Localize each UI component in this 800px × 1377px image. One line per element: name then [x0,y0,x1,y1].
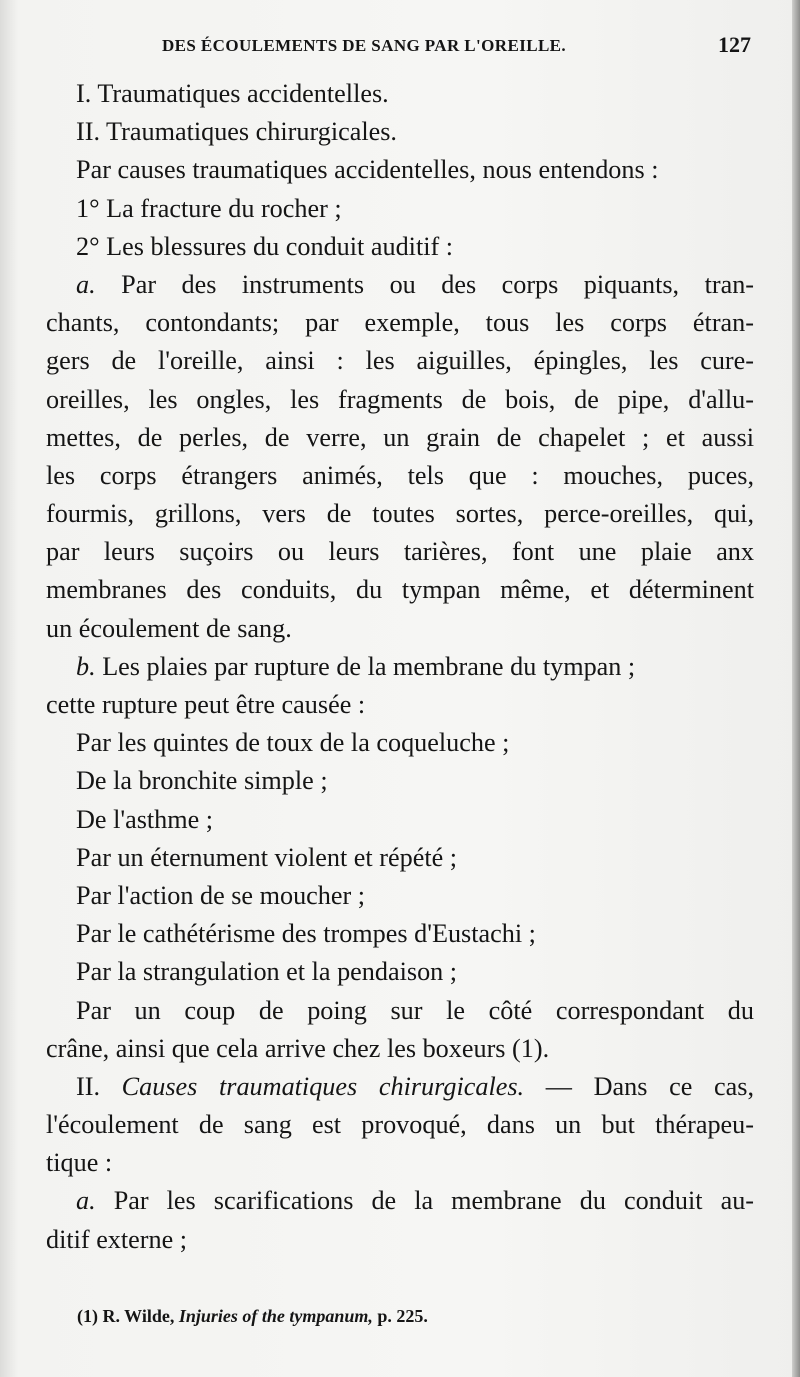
body-text [46,75,754,1259]
text-line: chants, contondants; par exemple, tous les corps étran- [46,308,754,338]
running-head: DES ÉCOULEMENTS DE SANG PAR L'OREILLE. [162,36,567,55]
text-line: Par causes traumatiques accidentelles, nous entendons : [76,155,659,185]
text-line: fourmis, grillons, vers de toutes sortes, perce-oreilles, qui, [46,499,754,529]
text-line: tique : [46,1148,113,1178]
page-number: 127 [718,32,751,57]
text-line: Par les quintes de toux de la coqueluche ; [76,728,510,758]
text-line: Par l'action de se moucher ; [76,880,366,910]
text-line: crâne, ainsi que cela arrive chez les boxeurs (1). [46,1033,550,1063]
text-line: De la bronchite simple ; [76,766,328,796]
text-line: mettes, de perles, de verre, un grain de chapelet ; et aussi [46,422,754,452]
text-line: Par un coup de poing sur le côté correspondant du [76,995,754,1025]
text-line: les corps étrangers animés, tels que : mouches, puces, [46,460,754,490]
footnote-title: Injuries of the tympanum, [178,1306,373,1326]
section-number: II. [76,1071,100,1101]
footnote-number: (1) [77,1306,98,1326]
text-line: Par la strangulation et la pendaison ; [76,957,458,987]
list-marker: a. [76,269,96,299]
text-line: membranes des conduits, du tympan même, et déterminent [46,575,754,605]
text-span: Par les scarifications de la membrane du conduit au- [113,1186,754,1216]
text-line: II. Traumatiques chirurgicales. [76,117,397,147]
text-line: l'écoulement de sang est provoqué, dans un but thérapeu- [46,1110,754,1140]
text-span: Les plaies par rupture de la membrane du tympan ; [102,651,636,681]
text-line [46,1068,754,1106]
text-line: Par le cathétérisme des trompes d'Eustachi ; [76,919,536,949]
text-line [46,266,754,304]
text-line: un écoulement de sang. [46,613,292,643]
page-edge [792,0,800,1377]
text-line: gers de l'oreille, ainsi : les aiguilles, épingles, les cure- [46,346,754,376]
text-line: De l'asthme ; [76,804,214,834]
list-marker: a. [76,1186,96,1216]
list-marker: b. [76,651,96,681]
text-line [46,648,754,686]
text-line: 2° Les blessures du conduit auditif : [76,231,454,261]
text-line [46,1182,754,1220]
text-line: 1° La fracture du rocher ; [76,193,342,223]
footnote [77,1306,428,1327]
text-line: par leurs suçoirs ou leurs tarières, font une plaie anx [46,537,754,567]
text-line: oreilles, les ongles, les fragments de bois, de pipe, d'allu- [46,384,754,414]
footnote-page: p. 225. [377,1306,428,1326]
text-line: cette rupture peut être causée : [46,690,366,719]
section-title: Causes traumatiques chirurgicales. [121,1071,525,1101]
page-header [0,30,800,64]
text-span: Par des instruments ou des corps piquants, tran- [121,269,754,299]
footnote-author: R. Wilde, [102,1306,175,1326]
text-span: — Dans ce cas, [545,1071,754,1101]
text-line: ditif externe ; [46,1224,188,1254]
text-line: Par un éternument violent et répété ; [76,842,458,872]
text-line: I. Traumatiques accidentelles. [76,79,389,108]
